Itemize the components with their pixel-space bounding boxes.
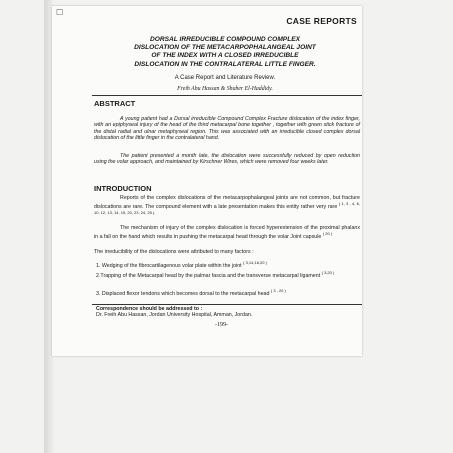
list-item: [96, 270, 360, 279]
article-subtitle: A Case Report and Literature Review.: [174, 75, 276, 81]
abstract-heading: ABSTRACT: [94, 99, 136, 108]
footer-divider: [92, 304, 362, 305]
intro-paragraph-1: [94, 195, 360, 219]
title-line: DORSAL IRREDUCIBLE COMPOUND COMPLEX: [149, 36, 301, 43]
list-item-ref: ( 3 , 20 ): [270, 288, 286, 293]
list-item-text: 1. Wedging of the fibrocartilagenous volar plate within the joint: [96, 262, 242, 269]
correspondence-title: Correspondence should be addressed to :: [96, 306, 203, 312]
list-item-text: 3. Displaced flexor tendons which becomes dorsal to the metacarpal head: [96, 290, 270, 297]
intro-paragraph-2: [94, 225, 360, 240]
intro-p2-text: The mechanism of injury of the complex dislocation is forced hyperextension of the proximal phalanx in a fall on the hand which results in pushing the metacarpal head through the volar Joint capsule: [94, 225, 360, 241]
list-item-ref: ( 3,20 ): [321, 270, 335, 275]
title-line: DISLOCATION IN THE CONTRALATERAL LITTLE FINGER.: [134, 60, 316, 68]
title-line: OF THE INDEX WITH A CLOSED IRREDUCIBLE: [151, 52, 299, 60]
intro-p1-text: Reports of the complex dislocations of the metacarpophalangeal joints are not common, but fracture dislocations are rare. The compound element with a late presentation makes this entity rather very rare: [94, 195, 360, 211]
list-item: [96, 288, 360, 297]
introduction-heading: INTRODUCTION: [94, 184, 152, 193]
abstract-paragraph-1: A young patient had a Dorsal irreducible Compound Complex Fracture dislocation of the index finger, with an epiphyseal injury of the head of the third metacarpal bone together , together with green stick fracture of the distal radial and ulnar metaphyseal region. This was associated with an irreducible closed complex dorsal dislocation of the little finger in the contralateral hand.: [94, 116, 360, 141]
section-label: CASE REPORTS: [286, 16, 357, 26]
correspondence-address: Dr. Freih Abu Hassan, Jordan University Hospital, Amman, Jordan.: [96, 312, 253, 319]
title-line: DISLOCATION OF THE METACARPOPHALANGEAL JOINT: [134, 44, 316, 52]
divider: [92, 95, 362, 96]
article-title: [90, 36, 360, 69]
page-number: -199-: [215, 322, 228, 328]
correspondence: [96, 306, 252, 319]
intro-p2-ref: ( 20 ): [322, 231, 333, 237]
intro-paragraph-3: The irreducibility of the dislocations were attributed to many factors :: [94, 249, 254, 255]
abstract-paragraph-2: The patient presented a month late, the dislocation were successfully reduced by open reduction using the volar approach, and maintained by Kirschner Wires, which were removed four weeks later.: [94, 153, 360, 166]
article-authors: Freih Abu Hassan & Shaher El-Haddidy.: [177, 86, 273, 92]
list-item: [96, 260, 360, 269]
corner-mark: ☐: [56, 8, 64, 17]
list-item-ref: ( 3,14,16,20 ): [243, 260, 267, 265]
intro-p1-ref: ( 1, 3 , 4, 6, 10, 12, 13, 14, 15, 20, 23, 24, 25 ).: [94, 201, 360, 216]
list-item-text: 2.Trapping of the Metacarpal head by the palmar fascia and the transverse metacarpal ligament: [96, 272, 321, 279]
